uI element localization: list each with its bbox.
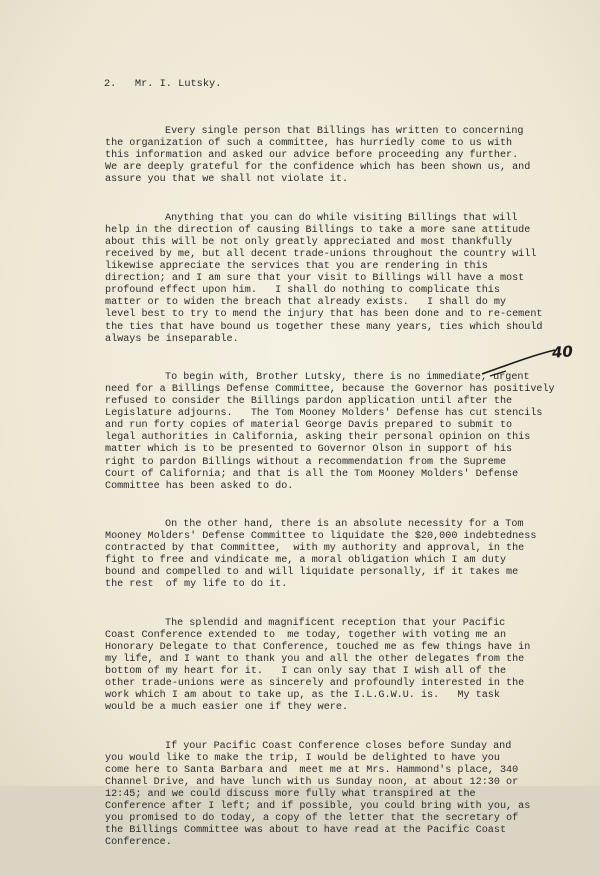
letter-body <box>105 126 565 876</box>
text-line: right to pardon Billings without a recommendation from the Supreme <box>105 456 507 468</box>
text-line: 12:45; and we could discuss more fully what transpired at the <box>105 789 476 801</box>
text-line: the rest of my life to do it. <box>105 579 288 591</box>
text-line: Mooney Molders' Defense Committee to liquidate the $20,000 indebtedness <box>105 531 537 543</box>
text-line: you promised to do today, a copy of the letter that the secretary of <box>105 813 519 825</box>
paragraph <box>105 741 565 850</box>
text-line: Honorary Delegate to that Conference, touched me as few things have in <box>105 641 531 653</box>
text-line: direction; and I am sure that your visit to Billings will have a most <box>105 273 525 285</box>
paragraph <box>105 126 565 186</box>
text-line: Anything that you can do while visiting Billings that will <box>165 212 518 224</box>
text-line: come here to Santa Barbara and meet me at Mrs. Hammond's place, 340 <box>105 764 519 776</box>
text-line: legal authorities in California, asking their personal opinion on this <box>105 432 531 444</box>
text-line: about this will be not only greatly appreciated and most thankfully <box>105 236 513 248</box>
text-line: refused to consider the Billings pardon application until after the <box>105 396 513 408</box>
text-line: would be a much easier one if they were. <box>105 702 349 714</box>
paragraph <box>105 372 565 493</box>
text-line: Committee has been asked to do. <box>105 480 294 492</box>
paragraph <box>105 618 565 715</box>
paragraph <box>105 519 565 592</box>
text-line: my life, and I want to thank you and all the other delegates from the <box>105 654 525 666</box>
text-line: Coast Conference extended to me today, together with voting me an <box>105 629 507 641</box>
text-line: On the other hand, there is an absolute necessity for a Tom <box>165 519 524 530</box>
paragraph <box>105 213 565 346</box>
text-line: work which I am about to take up, as the I.L.G.W.U. is. My task <box>105 690 500 702</box>
text-line: assure you that we shall not violate it. <box>105 174 349 186</box>
text-line: the Billings Committee was about to have read at the Pacific Coast <box>105 825 507 837</box>
text-line: this information and asked our advice before proceeding any further. <box>105 150 519 162</box>
text-line: Conference after I left; and if possible, you could bring with you, as <box>105 801 531 813</box>
text-line: the organization of such a committee, has hurriedly come to us with <box>105 138 513 150</box>
text-line: fight to free and vindicate me, a moral obligation which I am duty <box>105 555 507 567</box>
text-line: and run forty copies of material George Davis prepared to submit to <box>105 420 513 432</box>
text-line: To begin with, Brother Lutsky, there is no immediate, urgent <box>165 371 530 383</box>
text-line: The splendid and magnificent reception that your Pacific <box>165 617 506 629</box>
handwritten-stroke-icon <box>480 344 560 384</box>
text-line: Every single person that Billings has written to concerning <box>165 126 524 137</box>
text-line: contracted by that Committee, with my authority and approval, in the <box>105 543 525 555</box>
text-line: need for a Billings Defense Committee, because the Governor has positively <box>105 383 555 395</box>
text-line: likewise appreciate the services that you are rendering in this <box>105 261 488 273</box>
page-header: 2. Mr. I. Lutsky. <box>104 78 222 90</box>
text-line: other trade-unions were as sincerely and profoundly interested in the <box>105 678 525 690</box>
text-line: always be inseparable. <box>105 333 239 345</box>
text-line: you would like to make the trip, I would be delighted to have you <box>105 752 500 764</box>
text-line: Legislature adjourns. The Tom Mooney Molders' Defense has cut stencils <box>105 408 543 420</box>
text-line: Channel Drive, and have lunch with us Sunday noon, at about 12:30 or <box>105 776 519 788</box>
text-line: help in the direction of causing Billings to take a more sane attitude <box>105 224 531 236</box>
text-line: bottom of my heart for it. I can only say that I wish all of the <box>105 666 507 678</box>
text-line: Conference. <box>105 837 172 849</box>
text-line: matter or to widen the breach that already exists. I shall do my <box>105 297 507 309</box>
text-line: We are deeply grateful for the confidence which has been shown us, and <box>105 162 531 174</box>
text-line: matter which is to be presented to Governor Olson in support of his <box>105 444 513 456</box>
text-line: level best to try to mend the injury that has been done and to re-cement <box>105 309 543 321</box>
text-line: If your Pacific Coast Conference closes before Sunday and <box>165 740 512 752</box>
text-line: the ties that have bound us together these many years, ties which should <box>105 321 543 333</box>
text-line: profound effect upon him. I shall do nothing to complicate this <box>105 285 500 297</box>
text-line: bound and compelled to and will liquidate personally, if it takes me <box>105 567 519 579</box>
text-line: Court of California; and that is all the Tom Mooney Molders' Defense <box>105 468 519 480</box>
text-line: received by me, but all decent trade-unions throughout the country will <box>105 248 537 260</box>
handwritten-annotation: 40 <box>551 342 574 362</box>
